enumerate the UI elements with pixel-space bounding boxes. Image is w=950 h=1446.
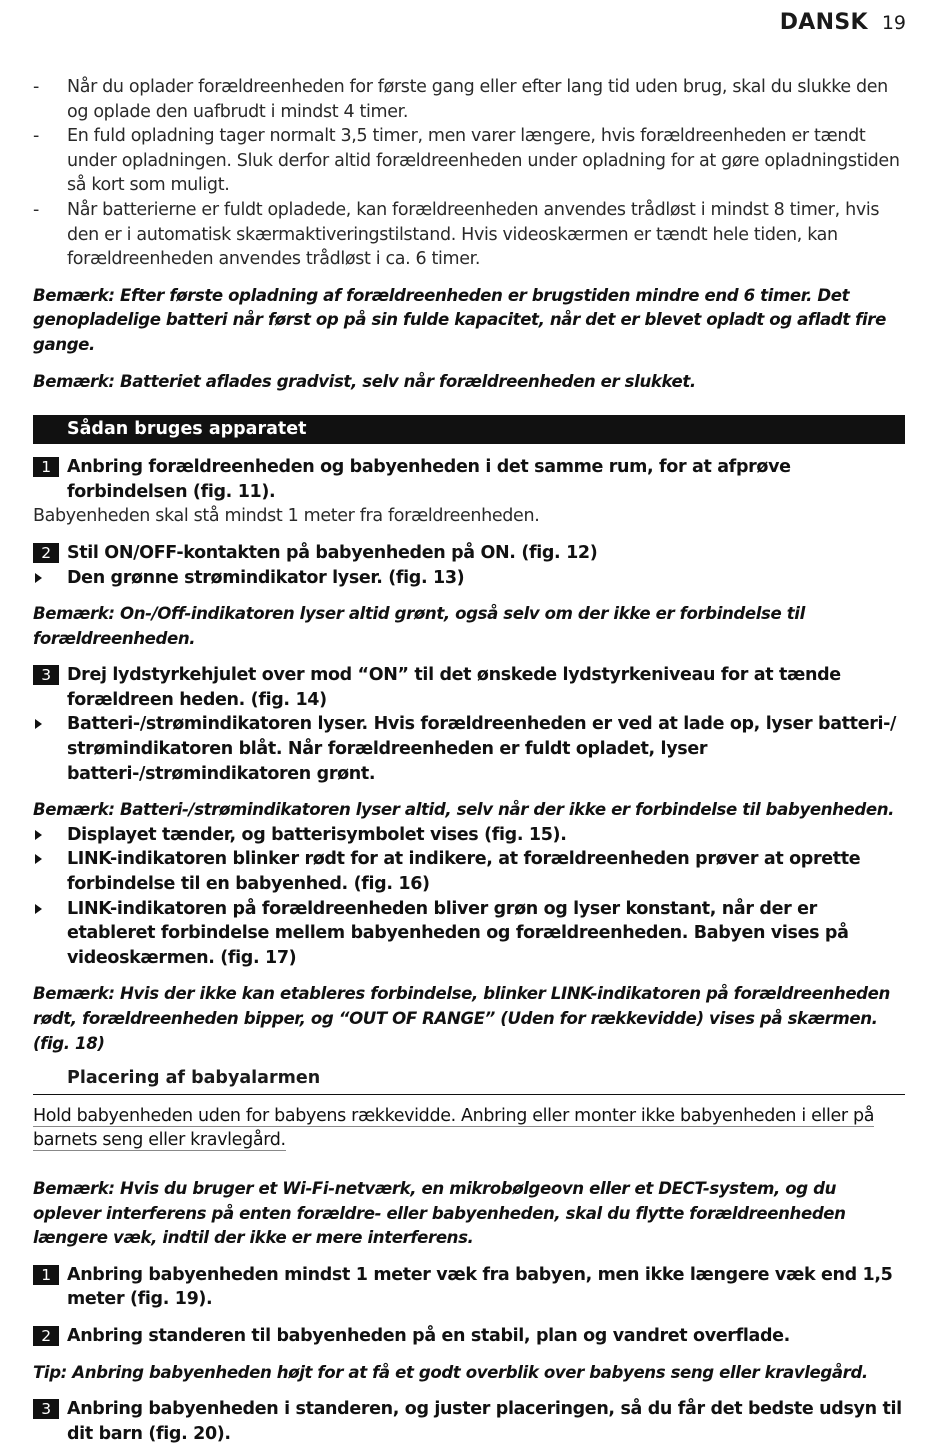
step-text: Anbring babyenheden i standeren, og juster placeringen, så du får det bedste udsyn til dit barn (fig. 20). xyxy=(67,1399,902,1444)
note-no-connection: Bemærk: Hvis der ikke kan etableres forbindelse, blinker LINK-indikatoren på forældreenheden rødt, forældreenheden bipper, og “OUT OF RANGE” (Uden for rækkevidde) vises på skærmen. (fig. 18) xyxy=(33,984,890,1053)
intro-item-text: Når du oplader forældreenheden for første gang eller efter lang tid uden brug, skal du slukke den og oplade den uafbrudt i mindst 4 timer. xyxy=(67,77,888,122)
step-3 xyxy=(33,663,905,712)
page-number: 19 xyxy=(881,12,906,34)
result-triangle-icon xyxy=(35,830,42,840)
result-text: LINK-indikatoren blinker rødt for at indikere, at forældreenheden prøver at oprette forbindelse til en babyenhed. (fig. 16) xyxy=(67,849,861,895)
step-number-badge: 1 xyxy=(33,1265,59,1285)
tip-placement: Tip: Anbring babyenheden højt for at få et godt overblik over babyens seng eller kravlegård. xyxy=(33,1362,868,1382)
result-text: LINK-indikatoren på forældreenheden bliver grøn og lyser konstant, når der er etableret forbindelse mellem babyenheden og forældreenheden. Babyen vises på videoskærmen. (fig. 17) xyxy=(67,898,849,968)
result-item xyxy=(33,897,905,971)
step-text: Drej lydstyrkehjulet over mod “ON” til det ønskede lydstyrkeniveau for at tænde forældreen heden. (fig. 14) xyxy=(67,665,841,710)
intro-item xyxy=(33,198,905,272)
intro-item xyxy=(33,75,905,124)
result-triangle-icon xyxy=(35,573,42,583)
result-item xyxy=(33,823,905,848)
result-text: Batteri-/strømindikatoren lyser. Hvis forældreenheden er ved at lade op, lyser batteri-/ strømindikatoren blåt. Når forældreenheden er fuldt opladet, lyser batteri-/strømindikatoren grønt. xyxy=(67,714,897,784)
step-number-badge: 3 xyxy=(33,1399,59,1419)
step-number-badge: 2 xyxy=(33,1326,59,1346)
note-interference: Bemærk: Hvis du bruger et Wi-Fi-netværk, en mikrobølgeovn eller et DECT-system, og du oplever interferens på enten forældre- eller babyenheden, skal du flytte forældreenheden længere væk, indtil der ikke er mere interferens. xyxy=(33,1178,846,1248)
intro-item-text: Når batterierne er fuldt opladede, kan forældreenheden anvendes trådløst i mindst 8 timer, hvis den er i automatisk skærmaktiveringstilstand. Hvis videoskærmen er tændt hele tiden, kan forældreenheden anvendes trådløst i ca. 6 timer. xyxy=(67,199,880,270)
result-text: Displayet tænder, og batterisymbolet vises (fig. 15). xyxy=(67,824,567,845)
intro-item xyxy=(33,124,905,198)
step-number-badge: 2 xyxy=(33,543,59,563)
dash-marker: - xyxy=(33,77,39,97)
result-item xyxy=(33,847,905,896)
step-text: Stil ON/OFF-kontakten på babyenheden på ON. (fig. 12) xyxy=(67,542,598,563)
dash-marker: - xyxy=(33,199,39,220)
result-triangle-icon xyxy=(35,904,42,914)
step-number-badge: 3 xyxy=(33,665,59,685)
step-text: Anbring babyenheden mindst 1 meter væk fra babyen, men ikke længere væk end 1,5 meter (fig. 19). xyxy=(67,1264,893,1310)
step-2 xyxy=(33,541,905,566)
result-text: Den grønne strømindikator lyser. (fig. 13) xyxy=(67,567,465,588)
step-text: Anbring standeren til babyenheden på en stabil, plan og vandret overflade. xyxy=(67,1325,790,1346)
step-1-detail: Babyenheden skal stå mindst 1 meter fra forældreenheden. xyxy=(33,506,540,527)
note-onoff-indicator: Bemærk: On-/Off-indikatoren lyser altid grønt, også selv om der ikke er forbindelse til forældreenheden. xyxy=(33,604,805,648)
intro-item-text: En fuld opladning tager normalt 3,5 timer, men varer længere, hvis forældreenheden er tændt under opladningen. Sluk derfor altid forældreenheden under opladning for at gøre opladningstiden så kort som muligt. xyxy=(67,126,900,196)
page-content xyxy=(33,75,905,1446)
result-triangle-icon xyxy=(35,854,42,864)
step-3-result xyxy=(33,712,905,786)
note-self-discharge: Bemærk: Batteriet aflades gradvist, selv når forældreenheden er slukket. xyxy=(33,371,696,391)
step-number-badge: 1 xyxy=(33,457,59,477)
section-heading: Sådan bruges apparatet xyxy=(33,415,905,444)
placement-step-1 xyxy=(33,1263,905,1312)
placement-step-3 xyxy=(33,1397,905,1446)
subsection-heading: Placering af babyalarmen xyxy=(33,1066,905,1095)
warning-text: Hold babyenheden uden for babyens rækkevidde. Anbring eller monter ikke babyenheden i eller på barnets seng eller kravlegård. xyxy=(33,1105,875,1151)
placement-step-2 xyxy=(33,1324,905,1349)
page-header xyxy=(780,10,906,35)
note-first-charge: Bemærk: Efter første opladning af forældreenheden er brugstiden mindre end 6 timer. Det genopladelige batteri når først op på sin fulde kapacitet, når det er blevet opladt og afladt fire gange. xyxy=(33,285,886,354)
note-battery-indicator: Bemærk: Batteri-/strømindikatoren lyser altid, selv når der ikke er forbindelse til babyenheden. xyxy=(33,800,895,820)
step-1 xyxy=(33,455,905,504)
result-triangle-icon xyxy=(35,719,42,729)
step-2-result xyxy=(33,566,905,591)
dash-marker: - xyxy=(33,126,39,147)
language-label: DANSK xyxy=(779,10,868,35)
warning-block xyxy=(33,1104,893,1153)
step-text: Anbring forældreenheden og babyenheden i det samme rum, for at afprøve forbindelsen (fig. 11). xyxy=(67,457,791,502)
